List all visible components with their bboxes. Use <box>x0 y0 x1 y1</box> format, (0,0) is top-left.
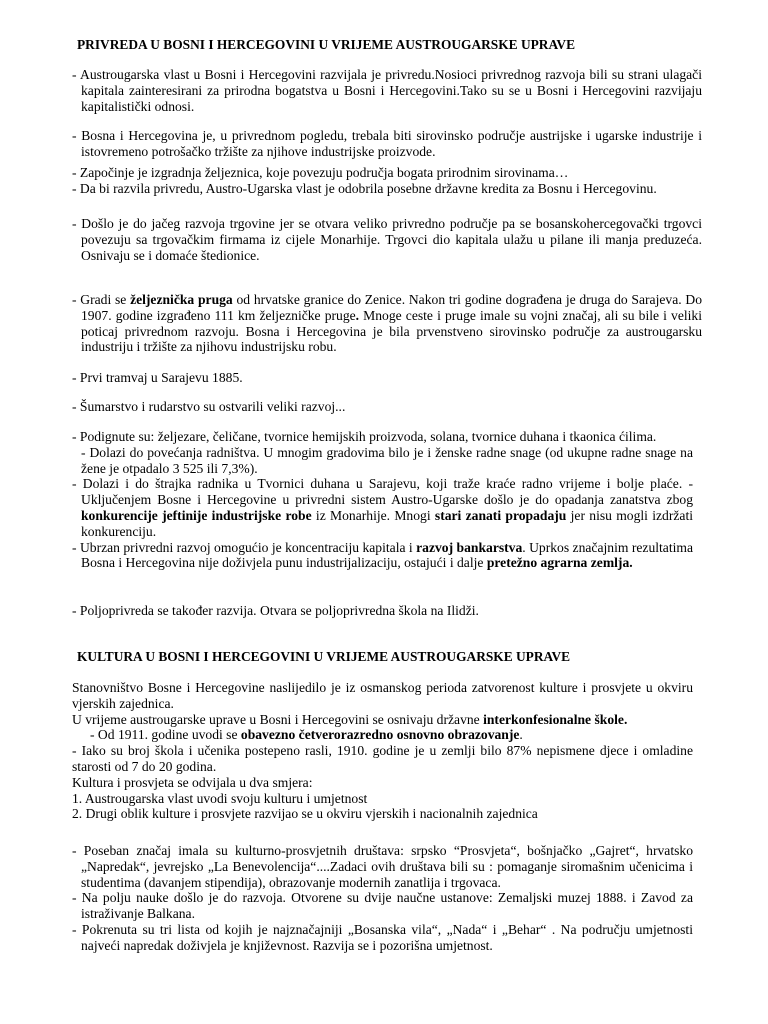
paragraph: - Došlo je do jačeg razvoja trgovine jer se otvara veliko privredno područje pa se bosanskohercegovački trgovci povezuju sa trgovačkim firmama iz cijele Monarhije. Trgovci dio kapitala ulažu u pilane ili manja preduzeća. Osnivaju se i domaće štedionice. <box>72 216 702 263</box>
emphasis: interkonfesionalne škole. <box>483 711 628 727</box>
paragraph: - Dolazi do povećanja radništva. U mnogim gradovima bilo je i ženske radne snage (od ukupne radne snage na žene je otpadalo 3 525 ili 7,3%). <box>81 444 693 476</box>
emphasis: konkurencije jeftinije industrijske robe <box>81 507 312 523</box>
paragraph-group <box>72 429 693 571</box>
text-run: iz Monarhije. Mnogi <box>311 507 435 523</box>
paragraph-group <box>72 680 693 822</box>
paragraph-railway <box>72 292 702 355</box>
paragraph: Kultura i prosvjeta se odvijala u dva smjera: <box>72 774 313 790</box>
text-run: - Ubrzan privredni razvoj omogućio je koncentraciju kapitala i <box>72 539 417 555</box>
section-title-culture: KULTURA U BOSNI I HERCEGOVINI U VRIJEME AUSTROUGARSKE UPRAVE <box>77 649 571 664</box>
paragraph-group <box>72 843 693 954</box>
section-title-economy: PRIVREDA U BOSNI I HERCEGOVINI U VRIJEME AUSTROUGARSKE UPRAVE <box>77 37 576 52</box>
paragraph: - Austrougarska vlast u Bosni i Hercegovini razvijala je privredu.Nosioci privrednog razvoja bili su strani ulagači kapitala zainteresirani za prirodna bogatstva u Bosni i Hercegovini.Tako su se u Bosni i Hercegovini razvijaju kapitalistički odnosi. <box>72 67 702 114</box>
paragraph: - Iako su broj škola i učenika postepeno rasli, 1910. godine je u zemlji bilo 87% nepismene djece i omladine starosti od 7 do 20 godina. <box>72 743 693 774</box>
paragraph: Stanovništvo Bosne i Hercegovine naslijedilo je iz osmanskog perioda zatvorenost kulture i prosvjete u okviru vjerskih zajednica. <box>72 680 693 711</box>
list-item: 2. Drugi oblik kulture i prosvjete razvijao se u okviru vjerskih i nacionalnih zajednica <box>72 806 538 822</box>
paragraph-education <box>72 727 693 743</box>
text-run: - Dolazi i do štrajka radnika u Tvornici duhana u Sarajevu, koji traže kraće radno vrijeme i bolje plaće. - Uključenjem Bosne i Hercegovine u privredni sistem Austro-Ugarske došlo je do opadanja zanatstva zbog <box>72 476 693 508</box>
emphasis: željeznička pruga <box>130 292 233 307</box>
paragraph: - Poljoprivreda se također razvija. Otvara se poljoprivredna škola na Ilidži. <box>72 603 479 618</box>
paragraph: - Bosna i Hercegovina je, u privrednom pogledu, trebala biti sirovinsko područje austrijske i ugarske industrije i istovremeno potrošačko tržište za njihove industrijske proizvode. <box>72 128 702 159</box>
paragraph: - Pokrenuta su tri lista od kojih je najznačajniji „Bosanska vila“, „Nada“ i „Behar“ . Na području umjetnosti najveći napredak doživjela je književnost. Razvija se i pozorišna umjetnost. <box>72 921 693 953</box>
text-run: Mnoge ceste i pruge imale su vojni značaj, ali su bile i veliki poticaj privrednom razvoju. Bosna i Hercegovina je bila prvenstveno sirovinsko područje za austrougarsku industriju i tržište za njihovu industrijsku robu. <box>81 307 702 355</box>
paragraph: - Podignute su: željezare, čeličane, tvornice hemijskih proizvoda, solana, tvornice duhana i tkaonica ćilima. <box>72 429 657 444</box>
text-run: . <box>519 727 523 743</box>
paragraph: - Započinje je izgradnja željeznica, koje povezuju područja bogata prirodnim sirovinama… <box>72 165 569 180</box>
paragraph-schools <box>72 712 693 728</box>
emphasis: obavezno četverorazredno osnovno obrazovanje <box>240 727 520 743</box>
emphasis: razvoj bankarstva <box>416 539 523 555</box>
paragraph: - Prvi tramvaj u Sarajevu 1885. <box>72 370 243 385</box>
emphasis: . <box>355 307 360 323</box>
emphasis: pretežno agrarna zemlja. <box>486 555 633 571</box>
emphasis: stari zanati propadaju <box>434 507 567 523</box>
text-run: . Uprkos značajnim rezultatima Bosna i Hercegovina nije doživjela punu industrijalizaciju, ostajući i dalje <box>81 539 693 571</box>
list-item: 1. Austrougarska vlast uvodi svoju kulturu i umjetnost <box>72 790 368 806</box>
text-run: U vrijeme austrougarske uprave u Bosni i Hercegovini se osnivaju državne <box>72 711 484 727</box>
text-run: - Gradi se <box>72 292 131 307</box>
text-run: - Od 1911. godine uvodi se <box>90 727 241 743</box>
paragraph: - Da bi razvila privredu, Austro-Ugarska vlast je odobrila posebne državne kredita za Bosnu i Hercegovinu. <box>72 181 657 196</box>
paragraph-strike <box>72 476 693 539</box>
text-run: od hrvatske granice do Zenice. Nakon tri godine dograđena je druga do Sarajeva. Do 1907. godine izgrađeno 111 km željezničke pruge <box>81 292 702 323</box>
paragraph: - Na polju nauke došlo je do razvoja. Otvorene su dvije naučne ustanove: Zemaljski muzej 1888. i Zavod za istraživanje Balkana. <box>72 890 693 922</box>
paragraph: - Šumarstvo i rudarstvo su ostvarili veliki razvoj... <box>72 399 346 414</box>
paragraph: - Poseban značaj imala su kulturno-prosvjetnih društava: srpsko “Prosvjeta“, bošnjačko „Gajret“, hrvatsko „Napredak“, jevrejsko „La Benevolencija“....Zadaci ovih društava bili su : pomaganje siromašnim učenicima i studentima (davanjem stipendija), obrazovanje modernih zanatlija i trgovaca. <box>72 843 693 890</box>
text-run: jer nisu mogli izdržati konkurenciju. <box>81 507 693 539</box>
paragraph-banking <box>72 540 693 572</box>
